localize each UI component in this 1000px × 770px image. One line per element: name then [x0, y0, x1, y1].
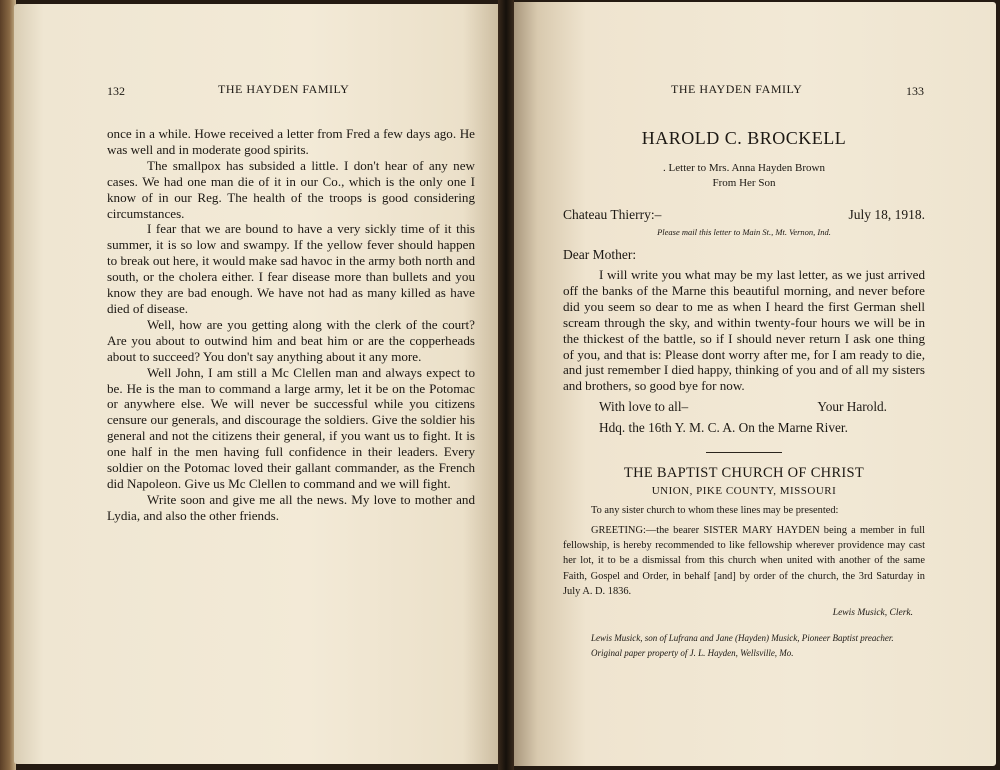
- right-page-body: [563, 126, 925, 658]
- book-gutter: [498, 0, 514, 770]
- church-location: UNION, PIKE COUNTY, MISSOURI: [651, 485, 837, 498]
- left-page-body: [107, 126, 475, 524]
- letter-body: I will write you what may be my last letter, as we just arrived off the banks of the Marne this beautiful morning, and never before did you seem so dear to me as when I heard the first German shell scream through the sky, and within twenty-four hours we will be in the thickest of the battle, so if I should never return I ask one thing of you, and that is: Please dont worry after me, for I am ready to die, and just remember I died happy, thinking of you and of all my sisters and brothers, so good bye for now.: [563, 267, 925, 394]
- paragraph: once in a while. Howe received a letter from Fred a few days ago. He was well and in moderate good spirits.: [107, 126, 475, 157]
- paragraph: Well, how are you getting along with the clerk of the court? Are you about to outwind him and beat him or are the copperheads about to succeed? You don't say anything about it any more.: [107, 316, 475, 364]
- paragraph: The smallpox has subsided a little. I don't hear of any new cases. We had one man die of it in our Co., which is the only one I know of in our Reg. The health of the troops is good considering circumstances.: [107, 157, 475, 221]
- paragraph: Write soon and give me all the news. My love to mother and Lydia, and also the other friends.: [107, 491, 475, 523]
- salutation: Dear Mother:: [563, 247, 637, 262]
- greeting-paragraph: GREETING:—the bearer SISTER MARY HAYDEN being a member in full fellowship, is hereby recommended to like fellowship wherever providence may cast her lot, it to be a dismissal from this church when united with another of the same Faith, Gospel and Order, in behalf [and] by order of the church, the 3rd Saturday in July A. D. 1836.: [563, 524, 925, 598]
- letter-title: HAROLD C. BROCKELL: [641, 128, 847, 148]
- footnote: Original paper property of J. L. Hayden, Wellsville, Mo.: [591, 647, 794, 658]
- left-running-head: THE HAYDEN FAMILY: [218, 82, 350, 96]
- mail-note: Please mail this letter to Main St., Mt. Vernon, Ind.: [657, 227, 831, 237]
- right-running-head: THE HAYDEN FAMILY: [671, 82, 803, 96]
- dateline: [563, 207, 925, 223]
- church-title: THE BAPTIST CHURCH OF CHRIST: [623, 465, 865, 482]
- paragraph: Well John, I am still a Mc Clellen man and always expect to be. He is the man to command a large army, let it be on the Potomac or anywhere else. We will never be successful while you citizens censure our generals, and discourage the soldiers. Give the soldier his general and not the citizens their general, if you want us to fight. It is one half in the men having full confidence in their leaders. Every soldier on the Potomac loved their gallant commander, as the French did Napoleon. Give us Mc Clellen to command and we will fight.: [107, 364, 475, 491]
- footnote: Lewis Musick, son of Lufrana and Jane (Hayden) Musick, Pioneer Baptist preacher.: [591, 632, 894, 643]
- headquarters-line: Hdq. the 16th Y. M. C. A. On the Marne River.: [599, 420, 848, 436]
- right-page-number: 133: [906, 84, 924, 98]
- closing-left: With love to all–: [599, 399, 689, 415]
- address-line: To any sister church to whom these lines may be presented:: [591, 505, 839, 517]
- section-divider: [706, 452, 782, 453]
- clerk-signature: Lewis Musick, Clerk.: [832, 607, 913, 618]
- letter-subtitle: . Letter to Mrs. Anna Hayden Brown: [663, 162, 825, 174]
- signature: Your Harold.: [817, 399, 887, 415]
- closing: [563, 399, 925, 415]
- left-page-number: 132: [107, 84, 125, 98]
- letter-date: July 18, 1918.: [848, 207, 925, 222]
- letter-place: Chateau Thierry:–: [563, 207, 662, 222]
- letter-subtitle: From Her Son: [712, 177, 776, 189]
- paragraph: I fear that we are bound to have a very sickly time of it this summer, it is so low and swampy. If the yellow fever should happen to break out here, it would make sad havoc in the army both north and south, or the cholera either. I fear disease more than bullets and you know they are bad enough. We have not had as many killed as have died of disease.: [107, 221, 475, 316]
